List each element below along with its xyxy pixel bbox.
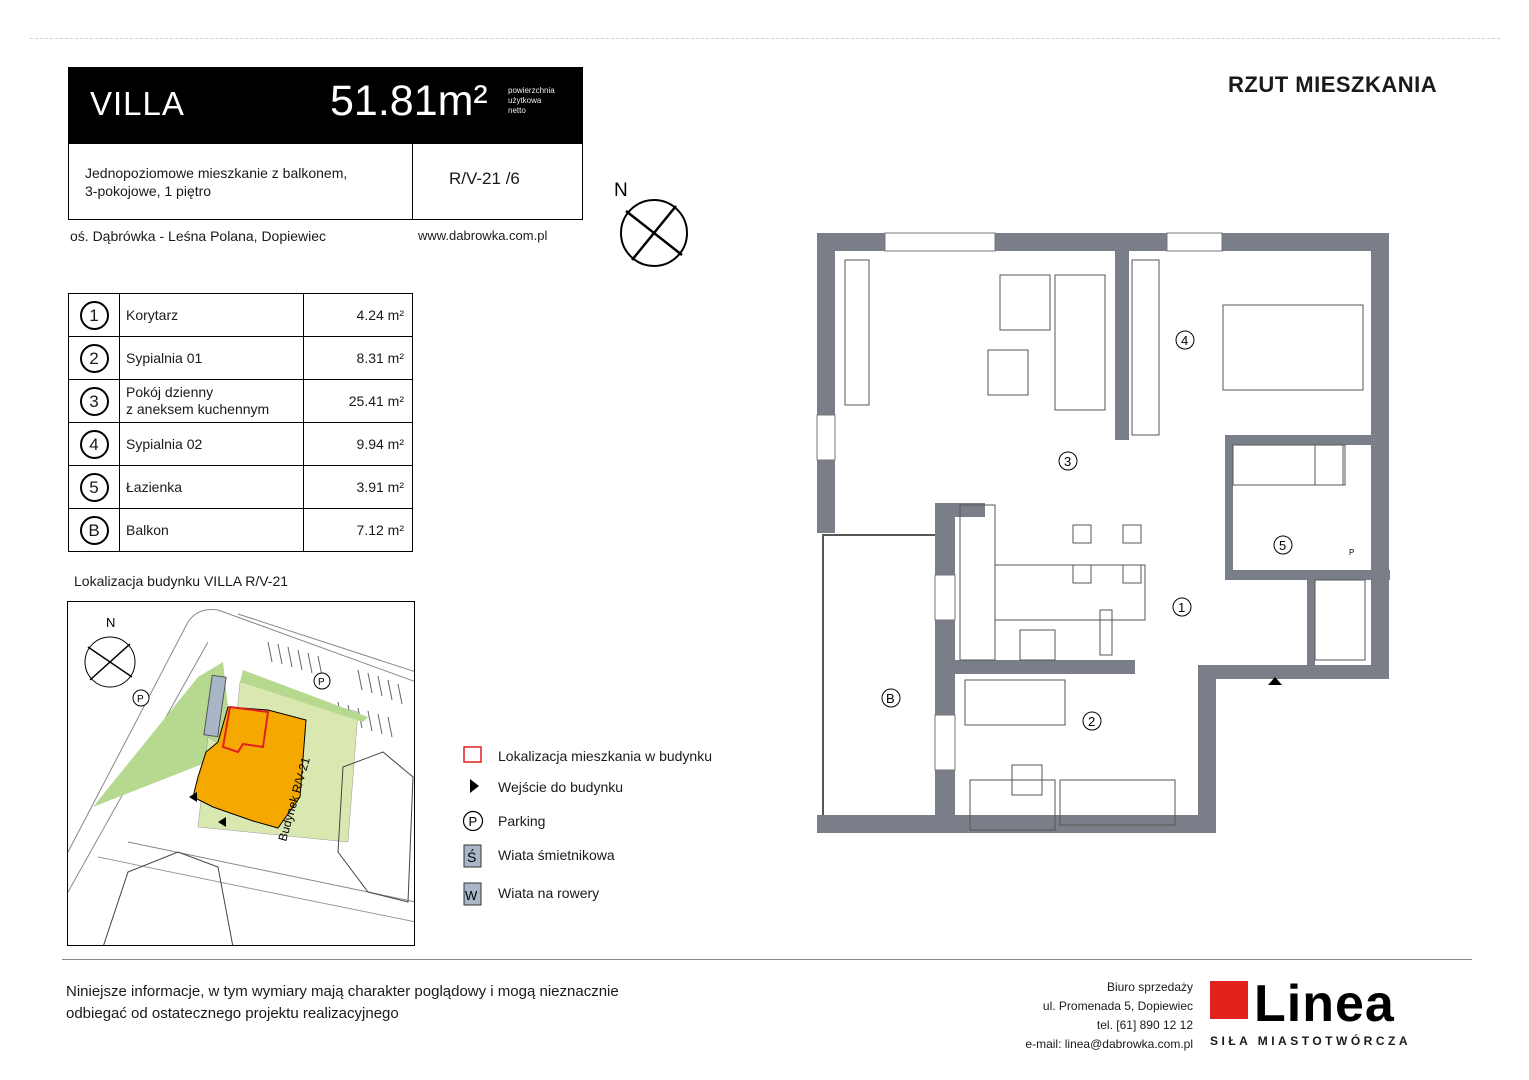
room-name xyxy=(120,380,304,423)
building-label: Budynek R/V-21 xyxy=(275,755,313,843)
site-map xyxy=(67,601,415,946)
parking-sign-label: P xyxy=(137,694,144,705)
description-line: 3-pokojowe, 1 piętro xyxy=(85,183,212,199)
divider xyxy=(412,144,413,220)
description-line: Jednopoziomowe mieszkanie z balkonem, xyxy=(85,165,348,181)
room-name: Sypialnia 02 xyxy=(120,423,304,466)
room-number: B xyxy=(80,516,109,545)
floor-plan-title: RZUT MIESZKANIA xyxy=(1228,72,1438,97)
linea-logo xyxy=(1208,975,1473,1036)
room-area: 3.91 m² xyxy=(304,466,413,509)
legend-item xyxy=(460,774,780,798)
table-row xyxy=(69,509,413,552)
room-label-2: 2 xyxy=(1088,714,1096,729)
table-row xyxy=(69,380,413,423)
compass-drawing xyxy=(610,178,694,270)
neighbor-building xyxy=(103,852,233,946)
parking-icon-letter: P xyxy=(468,814,478,829)
north-compass xyxy=(610,178,694,275)
legend-label: Parking xyxy=(498,813,546,829)
site-map-title: Lokalizacja budynku VILLA R/V-21 xyxy=(74,573,289,589)
office-line: ul. Promenada 5, Dopiewiec xyxy=(1042,999,1193,1013)
site-map-drawing xyxy=(68,602,415,946)
area-caption xyxy=(508,86,555,116)
room-number-cell xyxy=(69,466,120,509)
room-label-1: 1 xyxy=(1178,600,1186,615)
bike-icon-letter: W xyxy=(465,888,478,903)
parking-sign xyxy=(133,690,149,706)
room-name: Korytarz xyxy=(120,294,304,337)
walls xyxy=(817,233,1390,833)
room-number-cell xyxy=(69,509,120,552)
waste-shelter-icon xyxy=(462,844,484,873)
room-number: 3 xyxy=(80,387,109,416)
north-arrow xyxy=(85,637,135,687)
room-name: Sypialnia 01 xyxy=(120,337,304,380)
room-area: 7.12 m² xyxy=(304,509,413,552)
balcony-outline xyxy=(823,535,943,825)
room-label-3: 3 xyxy=(1064,454,1072,469)
windows xyxy=(817,233,1222,770)
apartment-outline-icon xyxy=(462,745,484,770)
waste-icon-letter: Ś xyxy=(467,849,477,865)
footer-divider xyxy=(62,959,1472,960)
room-name: Balkon xyxy=(120,509,304,552)
logo-graphic xyxy=(1208,975,1473,1031)
parking-icon xyxy=(462,810,486,837)
rooms-table xyxy=(68,293,413,552)
office-phone: tel. [61] 890 12 12 xyxy=(1096,1018,1193,1032)
map-north-label: N xyxy=(106,615,116,630)
legend-label: Wiata na rowery xyxy=(498,885,600,901)
office-line: Biuro sprzedaży xyxy=(1106,980,1193,994)
title-bar xyxy=(68,67,583,144)
legend-item xyxy=(460,880,780,904)
floor-plan xyxy=(805,225,1405,860)
room-name-line: Pokój dzienny xyxy=(126,384,214,400)
legend-item xyxy=(460,743,780,767)
legend-label: Wiata śmietnikowa xyxy=(498,847,615,863)
room-number-cell xyxy=(69,294,120,337)
apartment-description xyxy=(85,164,347,200)
logo-red-square xyxy=(1210,981,1248,1019)
apartment-area: 51.81m² xyxy=(330,77,488,125)
room-label-balcony: B xyxy=(886,691,895,706)
parking-sign xyxy=(314,673,330,689)
room-number-cell xyxy=(69,423,120,466)
sales-office xyxy=(1025,978,1193,1054)
room-number: 2 xyxy=(80,344,109,373)
room-area: 25.41 m² xyxy=(304,380,413,423)
room-label-5: 5 xyxy=(1279,538,1287,553)
area-caption-line: netto xyxy=(508,106,526,115)
description-box xyxy=(68,144,583,220)
room-number-cell xyxy=(69,380,120,423)
legend-label: Wejście do budynku xyxy=(498,779,624,795)
room-label-p: P xyxy=(1349,548,1355,557)
parking-sign-label: P xyxy=(318,677,325,688)
room-name: Łazienka xyxy=(120,466,304,509)
area-caption-line: powierzchnia xyxy=(508,86,555,95)
room-area: 8.31 m² xyxy=(304,337,413,380)
road-edge xyxy=(238,614,415,672)
disclaimer xyxy=(66,981,619,1025)
table-row xyxy=(69,466,413,509)
table-row xyxy=(69,337,413,380)
estate-location: oś. Dąbrówka - Leśna Polana, Dopiewiec xyxy=(70,228,327,244)
table-row xyxy=(69,294,413,337)
disclaimer-line: Niniejsze informacje, w tym wymiary mają charakter poglądowy i mogą nieznacznie xyxy=(66,983,619,1000)
disclaimer-line: odbiegać od ostatecznego projektu realizacyjnego xyxy=(66,1005,399,1022)
apartment-code: R/V-21 /6 xyxy=(449,169,520,188)
room-number: 4 xyxy=(80,430,109,459)
top-dashed-border xyxy=(30,38,1500,39)
area-caption-line: użytkowa xyxy=(508,96,542,105)
legend-item xyxy=(460,842,780,866)
room-name-line: z aneksem kuchennym xyxy=(126,401,270,417)
apartment-type: VILLA xyxy=(90,85,185,122)
entrance-marker xyxy=(189,792,197,802)
office-email[interactable]: e-mail: linea@dabrowka.com.pl xyxy=(1025,1037,1193,1051)
legend-label: Lokalizacja mieszkania w budynku xyxy=(498,748,712,764)
floor-plan-drawing xyxy=(805,225,1405,855)
room-area: 4.24 m² xyxy=(304,294,413,337)
compass-north-label: N xyxy=(614,180,628,201)
room-area: 9.94 m² xyxy=(304,423,413,466)
bike-shelter-icon xyxy=(462,882,484,911)
legend-item xyxy=(460,808,780,832)
room-number-cell xyxy=(69,337,120,380)
entrance-arrow-icon xyxy=(462,776,484,801)
logo-tagline: SIŁA MIASTOTWÓRCZA xyxy=(1210,1034,1411,1048)
table-row xyxy=(69,423,413,466)
room-number: 1 xyxy=(80,301,109,330)
room-label-4: 4 xyxy=(1181,333,1189,348)
website-link[interactable]: www.dabrowka.com.pl xyxy=(418,228,548,243)
logo-text: Linea xyxy=(1254,975,1395,1031)
furniture xyxy=(845,260,1365,830)
road-edge xyxy=(98,857,415,922)
room-number: 5 xyxy=(80,473,109,502)
